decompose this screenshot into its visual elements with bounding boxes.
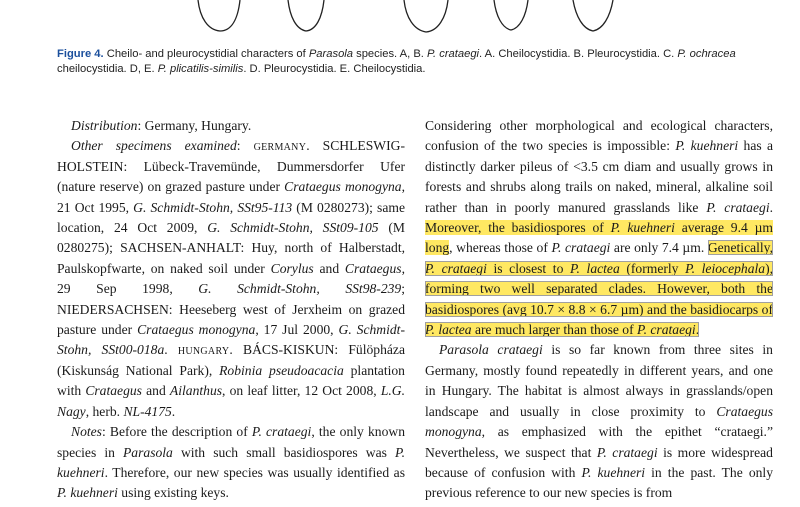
caption-text: . D. Pleurocystidia. E. Cheilocystidia.	[243, 63, 426, 75]
left-column	[57, 116, 405, 504]
figure-caption	[57, 47, 757, 77]
caption-taxon: P. ochracea	[677, 48, 736, 60]
notes-paragraph: Notes: Before the description of P. crataegi, the only known species in Parasola with such small basidiospores was P. kuehneri. Therefore, our new species was usually identified as P. kuehneri using existing keys.	[57, 424, 406, 501]
figure-label: Figure 4.	[57, 48, 104, 60]
comparison-paragraph: Considering other morphological and ecological characters, confusion of the two species is impossible: P. kuehneri has a distinctly darker pileus of <3.5 cm diam and usually grows in forests and shrubs along trails on naked, mineral, alkaline soil rather than in poorly manured grasslands like P. crataegi. Moreover, the basidiospores of P. kuehneri average 9.4 µm long, whereas those of P. crataegi are only 7.4 µm. Genetically, P. crataegi is closest to P. lactea (formerly P. leiocephala), forming two well separated clades. However, both the basidiospores (avg 10.7 × 8.8 × 6.7 µm) and the basidiocarps of P. lactea are much larger than those of P. crataegi.	[425, 118, 774, 338]
cystidium-outline	[573, 0, 613, 31]
cystidium-outline	[494, 0, 528, 30]
caption-text: species. A, B.	[353, 48, 427, 60]
caption-taxon: Parasola	[308, 48, 353, 60]
highlight-spore-length: Moreover, the basidiospores of P. kuehneri average 9.4 µm long	[425, 220, 773, 256]
specimens-paragraph: Other specimens examined: germany. SCHLESWIG-HOLSTEIN: Lübeck-Travemünde, Dummersdorfer Ufer (nature reserve) on grazed pasture under Crataegus monogyna, 21 Oct 1995, G. Schmidt-Stohn, SSt95-113 (M 0280273); same location, 24 Oct 2009, G. Schmidt-Stohn, SSt09-105 (M 0280275); SACHSEN-ANHALT: Huy, north of Halberstadt, Paulskopfwarte, on naked soil under Corylus and Crataegus, 29 Sep 1998, G. Schmidt-Stohn, SSt98-239; NIEDERSACHSEN: Heeseberg west of Jerxheim on grazed pasture under Crataegus monogyna, 17 Jul 2000, G. Schmidt-Stohn, SSt00-018a. hungary. BÁCS-KISKUN: Fülöpháza (Kiskunság National Park), Robinia pseudoacacia plantation with Crataegus and Ailanthus, on leaf litter, 12 Oct 2008, L.G. Nagy, herb. NL-4175.	[57, 138, 406, 419]
distribution-paragraph: Distribution: Germany, Hungary.	[71, 118, 252, 133]
distribution-notes-paragraph: Parasola crataegi is so far known from three sites in Germany, mostly found repeatedly in different years, and one in Hungary. The habitat is almost always in grasslands/open landscape and usually in close proximity to Crataegus monogyna, as emphasized with the epithet “crataegi.” Nevertheless, we suspect that P. crataegi is more widespread because of confusion with P. kuehneri in the past. The only previous reference to our new species is from	[425, 342, 773, 501]
right-column	[425, 116, 773, 504]
caption-text: . A. Cheilocystidia. B. Pleurocystidia. C.	[479, 48, 678, 60]
caption-text: Cheilo- and pleurocystidial characters of	[106, 48, 309, 60]
cystidium-outline	[404, 0, 448, 32]
caption-text: cheilocystidia. D, E.	[57, 63, 158, 75]
cystidium-outline	[198, 0, 240, 31]
highlight-genetics: Genetically, P. crataegi is closest to P. lactea (formerly P. leiocephala), forming two well separated clades. However, both the basidiospores (avg 10.7 × 8.8 × 6.7 µm) and the basidiocarps of P. lactea are much larger than those of P. crataegi.	[425, 240, 774, 338]
caption-taxon: P. crataegi	[427, 48, 480, 60]
cystidium-outline	[288, 0, 324, 31]
figure-cystidia-drawings	[0, 0, 800, 40]
caption-taxon: P. plicatilis-similis	[157, 63, 244, 75]
